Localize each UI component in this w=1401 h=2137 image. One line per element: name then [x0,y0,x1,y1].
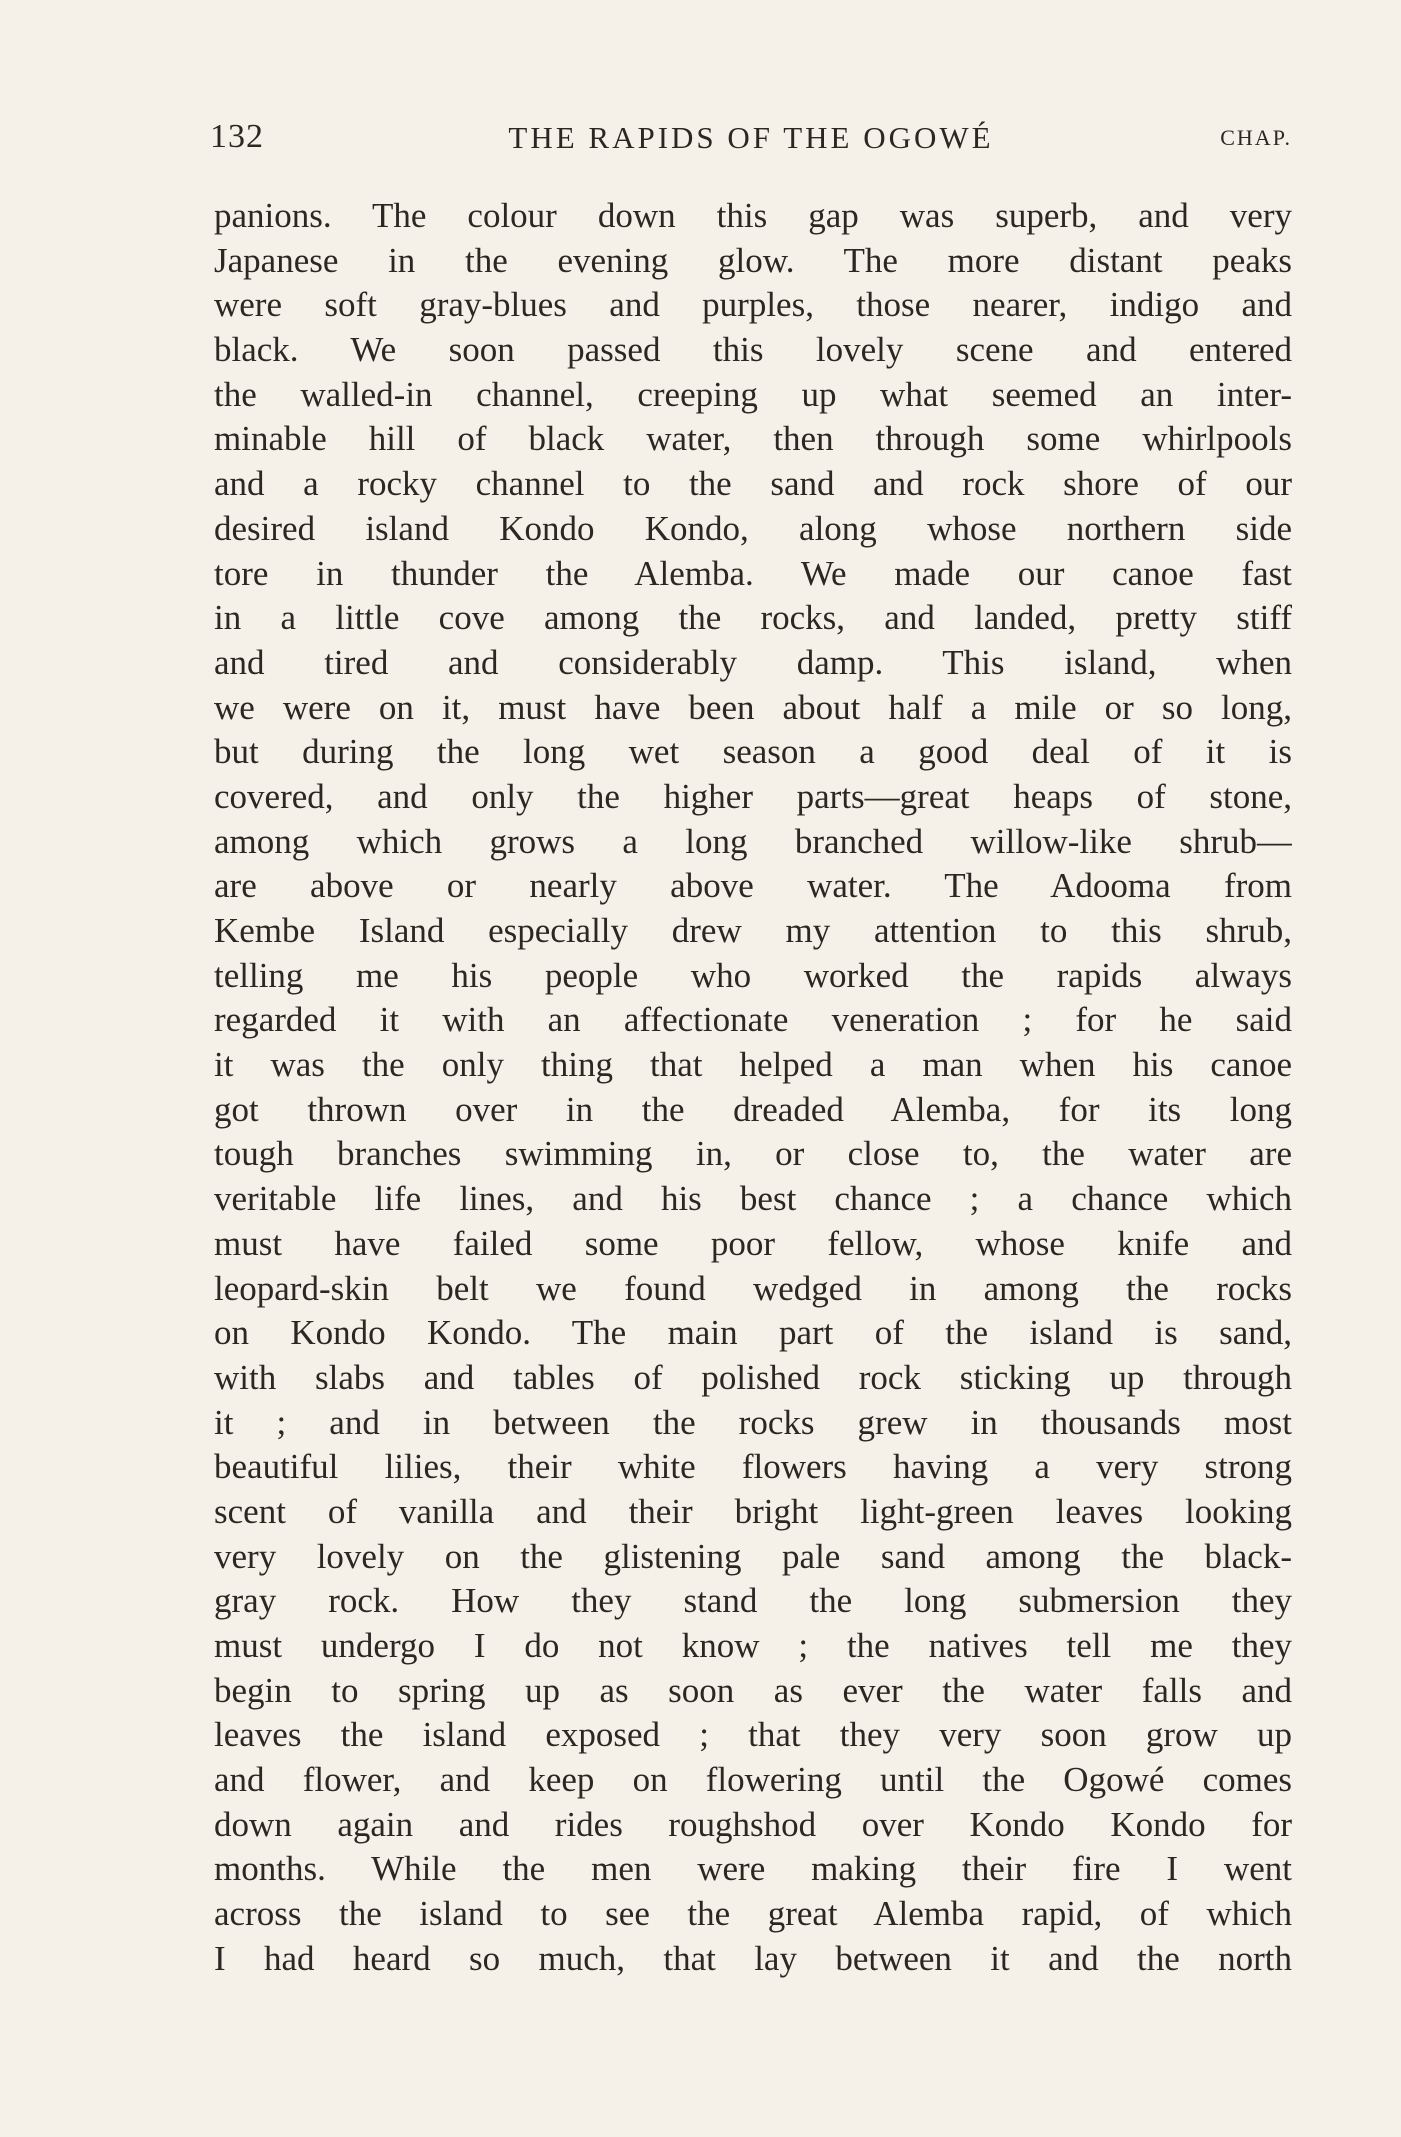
page-number: 132 [210,118,264,155]
text-line: beautiful lilies, their white flowers having a very strong [214,1447,1292,1487]
text-line: down again and rides roughshod over Kondo Kondo for [214,1804,1292,1844]
text-line: on Kondo Kondo. The main part of the island is sand, [214,1313,1292,1353]
text-line: and flower, and keep on flowering until the Ogowé comes [214,1760,1292,1800]
text-line: it ; and in between the rocks grew in thousands most [214,1402,1292,1442]
text-line: are above or nearly above water. The Adooma from [214,866,1292,906]
text-line: covered, and only the higher parts—great heaps of stone, [214,776,1292,816]
text-line: must undergo I do not know ; the natives tell me they [214,1626,1292,1665]
text-line: I had heard so much, that lay between it and the north [214,1938,1292,1978]
text-line: minable hill of black water, then through some whirlpools [214,419,1292,459]
text-line: the walled-in channel, creeping up what seemed an inter- [214,374,1292,414]
text-line: must have failed some poor fellow, whose knife and [214,1223,1292,1263]
text-line: leaves the island exposed ; that they very soon grow up [214,1715,1292,1755]
text-line: telling me his people who worked the rapids always [214,955,1292,995]
text-line: it was the only thing that helped a man when his canoe [214,1045,1292,1085]
text-line: were soft gray-blues and purples, those nearer, indigo and [214,285,1292,325]
text-line: veritable life lines, and his best chance ; a chance which [214,1179,1292,1219]
chapter-label: CHAP. [1220,125,1292,150]
text-line: tough branches swimming in, or close to, the water are [214,1134,1292,1174]
text-line: we were on it, must have been about half a mile or so long, [214,687,1292,727]
text-line: scent of vanilla and their bright light-green leaves looking [214,1491,1292,1531]
text-line: and a rocky channel to the sand and rock shore of our [214,464,1292,504]
text-line: got thrown over in the dreaded Alemba, for its long [214,1089,1292,1129]
text-line: desired island Kondo Kondo, along whose northern side [214,508,1292,548]
text-line: tore in thunder the Alemba. We made our canoe fast [214,553,1292,593]
text-line: Kembe Island especially drew my attention to this shrub, [214,911,1292,950]
text-line: black. We soon passed this lovely scene and entered [214,330,1292,370]
text-line: Japanese in the evening glow. The more distant peaks [214,240,1292,280]
text-line: panions. The colour down this gap was superb, and very [214,196,1292,235]
text-line: very lovely on the glistening pale sand among the black- [214,1536,1292,1576]
body-text [214,194,1292,1982]
text-line: but during the long wet season a good deal of it is [214,732,1292,772]
text-line: and tired and considerably damp. This island, when [214,642,1292,682]
text-line: gray rock. How they stand the long submersion they [214,1581,1292,1621]
running-head [210,118,1292,162]
text-line: across the island to see the great Alemba rapid, of which [214,1894,1292,1934]
text-line: in a little cove among the rocks, and landed, pretty stiff [214,598,1292,638]
text-line: with slabs and tables of polished rock sticking up through [214,1357,1292,1397]
text-line: months. While the men were making their fire I went [214,1849,1292,1889]
text-line: among which grows a long branched willow-like shrub— [214,821,1292,861]
text-line: begin to spring up as soon as ever the water falls and [214,1670,1292,1710]
text-line: leopard-skin belt we found wedged in among the rocks [214,1268,1292,1308]
running-title: THE RAPIDS OF THE OGOWÉ [508,120,994,155]
text-line: regarded it with an affectionate veneration ; for he said [214,1000,1292,1040]
